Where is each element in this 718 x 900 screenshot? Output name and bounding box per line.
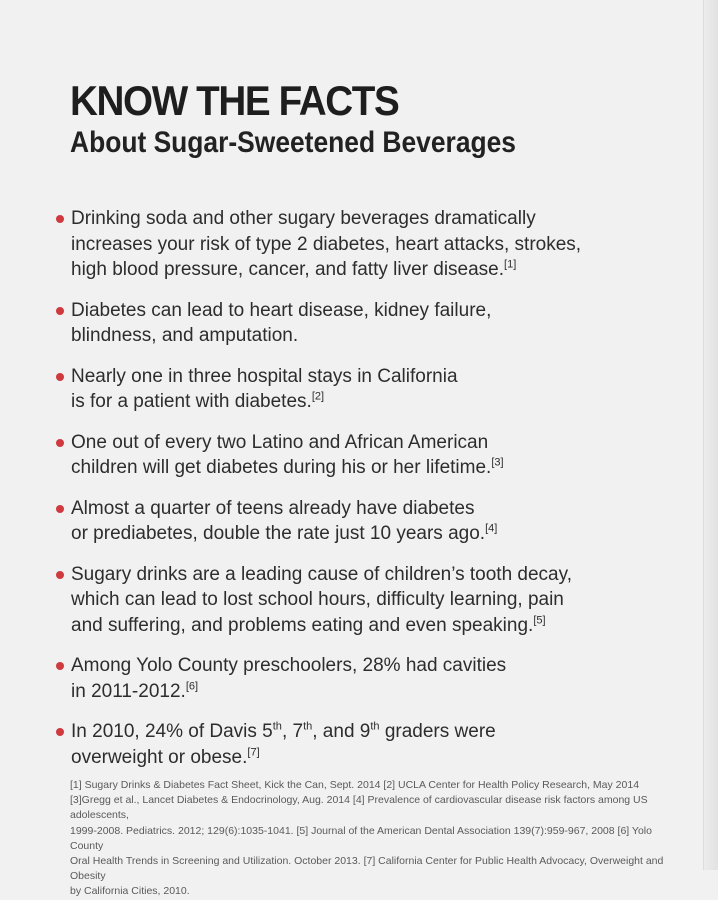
footnotes — [70, 778, 670, 900]
fact-line: is for a patient with diabetes. — [71, 391, 312, 412]
footnote-line: [3]Gregg et al., Lancet Diabetes & Endocrinology, Aug. 2014 [4] Prevalence of cardiovascular disease risk factors among US adolescents, — [70, 794, 648, 822]
fact-text: In 2010, 24% of Davis 5 — [71, 721, 273, 742]
fact-line: Among Yolo County preschoolers, 28% had cavities — [71, 655, 507, 676]
fact-line: increases your risk of type 2 diabetes, heart attacks, strokes, — [71, 233, 582, 255]
footnote-line: 1999-2008. Pediatrics. 2012; 129(6):1035-1041. [5] Journal of the American Dental Association 139(7):959-967, 2008 [6] Yolo County — [70, 824, 652, 852]
fact-line: children will get diabetes during his or her lifetime. — [71, 457, 492, 478]
fact-line: Sugary drinks are a leading cause of children’s tooth decay, — [71, 563, 572, 585]
ordinal-suffix: th — [370, 720, 380, 733]
ordinal-suffix: th — [303, 720, 313, 733]
citation-ref: [4] — [485, 522, 498, 535]
page-edge — [703, 0, 718, 870]
fact-line: One out of every two Latino and African American — [71, 431, 489, 453]
bullet-icon — [56, 215, 64, 223]
bullet-icon — [56, 373, 64, 381]
citation-ref: [2] — [311, 390, 325, 403]
fact-line: Drinking soda and other sugary beverages dramatically — [71, 208, 536, 229]
fact-line: blindness, and amputation. — [71, 325, 299, 346]
fact-line: Almost a quarter of teens already have diabetes — [71, 497, 475, 519]
fact-item — [56, 653, 656, 704]
fact-item — [56, 206, 656, 283]
citation-ref: [7] — [247, 746, 260, 759]
page-title: KNOW THE FACTS — [70, 77, 399, 124]
facts-list — [56, 206, 656, 770]
fact-text: graders were — [379, 721, 496, 742]
fact-item — [56, 496, 656, 547]
bullet-icon — [56, 728, 64, 736]
citation-ref: [6] — [185, 680, 199, 693]
bullet-icon — [56, 307, 64, 315]
footnote-line: Oral Health Trends in Screening and Utilization. October 2013. [7] California Center for Public Health Advocacy, Overweight and Obesity — [70, 855, 664, 883]
fact-line: Nearly one in three hospital stays in California — [71, 365, 458, 387]
bullet-icon — [56, 439, 64, 447]
fact-line: overweight or obese. — [71, 746, 248, 768]
page-subtitle: About Sugar-Sweetened Beverages — [70, 126, 516, 159]
fact-line: and suffering, and problems eating and even speaking. — [71, 614, 534, 636]
fact-item — [56, 430, 656, 481]
bullet-icon — [56, 662, 64, 670]
fact-item — [56, 719, 656, 770]
bullet-icon — [56, 505, 64, 513]
ordinal-suffix: th — [272, 720, 282, 733]
footnote-line: [1] Sugary Drinks & Diabetes Fact Sheet, Kick the Can, Sept. 2014 [2] UCLA Center for Health Policy Research, May 2014 — [70, 779, 640, 791]
fact-item — [56, 298, 656, 349]
bullet-icon — [56, 571, 64, 579]
fact-line: high blood pressure, cancer, and fatty liver disease. — [71, 259, 505, 280]
fact-text: , and 9 — [312, 721, 371, 742]
fact-line: which can lead to lost school hours, difficulty learning, pain — [71, 589, 564, 610]
footnote-line: by California Cities, 2010. — [70, 885, 190, 898]
citation-ref: [5] — [533, 614, 546, 627]
fact-line: in 2011-2012. — [71, 680, 186, 702]
fact-line: or prediabetes, double the rate just 10 years ago. — [71, 523, 486, 544]
citation-ref: [3] — [491, 456, 504, 469]
fact-item — [56, 562, 656, 639]
fact-text: , 7 — [281, 721, 304, 742]
citation-ref: [1] — [504, 258, 517, 271]
fact-line: Diabetes can lead to heart disease, kidney failure, — [71, 299, 492, 321]
fact-item — [56, 364, 656, 415]
